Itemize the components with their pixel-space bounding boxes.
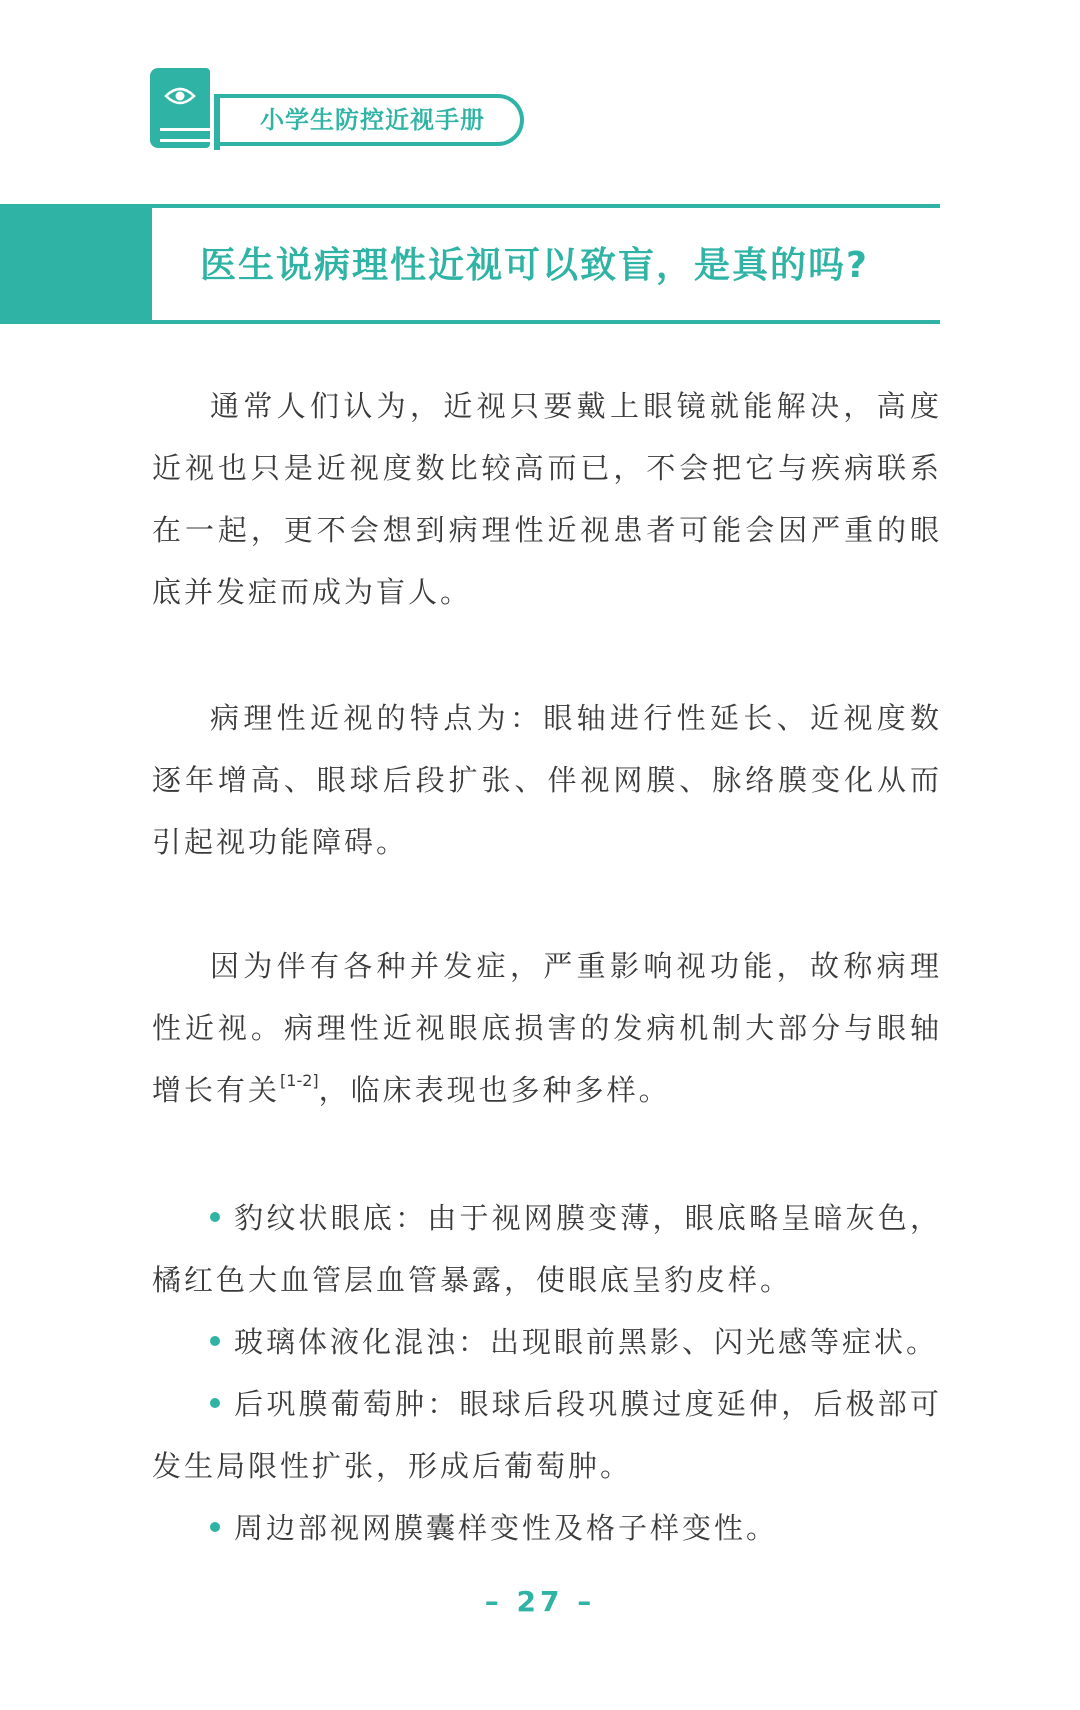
list-item-text: 后巩膜葡萄肿：眼球后段巩膜过度延伸，后极部可发生局限性扩张，形成后葡萄肿。 (152, 1387, 942, 1483)
eye-icon (164, 86, 196, 106)
paragraph-3-text: 因为伴有各种并发症，严重影响视功能，故称病理性近视。病理性近视眼底损害的发病机制大部分与眼轴增长有关 (152, 949, 942, 1107)
page-number: – 27 – (484, 1585, 596, 1618)
badge-label: 小学生防控近视手册 (260, 106, 485, 134)
book-icon (150, 68, 210, 148)
reference-mark: [1-2] (280, 1071, 319, 1090)
handbook-badge (150, 68, 550, 152)
list-item-text: 玻璃体液化混浊：出现眼前黑影、闪光感等症状。 (234, 1325, 939, 1359)
list-item (152, 1187, 942, 1311)
book-page-edge (160, 128, 215, 142)
paragraph-3 (152, 935, 942, 1121)
page-title: 医生说病理性近视可以致盲，是真的吗? (200, 245, 869, 286)
list-item (152, 1373, 942, 1497)
list-item-text: 周边部视网膜囊样变性及格子样变性。 (234, 1511, 779, 1545)
list-item-text: 豹纹状眼底：由于视网膜变薄，眼底略呈暗灰色，橘红色大血管层血管暴露，使眼底呈豹皮样。 (152, 1201, 942, 1297)
title-bottom-rule (0, 320, 940, 324)
list-item (152, 1497, 942, 1559)
bullet-dot-icon (210, 1336, 220, 1346)
title-accent-block (0, 208, 152, 320)
bullet-dot-icon (210, 1522, 220, 1532)
bullet-dot-icon (210, 1212, 220, 1222)
bullet-dot-icon (210, 1398, 220, 1408)
paragraph-1: 通常人们认为，近视只要戴上眼镜就能解决，高度近视也只是近视度数比较高而已，不会把它与疾病联系在一起，更不会想到病理性近视患者可能会因严重的眼底并发症而成为盲人。 (152, 389, 942, 609)
list-item (152, 1311, 942, 1373)
badge-tag (214, 94, 524, 146)
paragraph-2: 病理性近视的特点为：眼轴进行性延长、近视度数逐年增高、眼球后段扩张、伴视网膜、脉络膜变化从而引起视功能障碍。 (152, 701, 942, 859)
paragraph-3-tail: ，临床表现也多种多样。 (318, 1073, 671, 1107)
article-body (152, 375, 942, 1559)
